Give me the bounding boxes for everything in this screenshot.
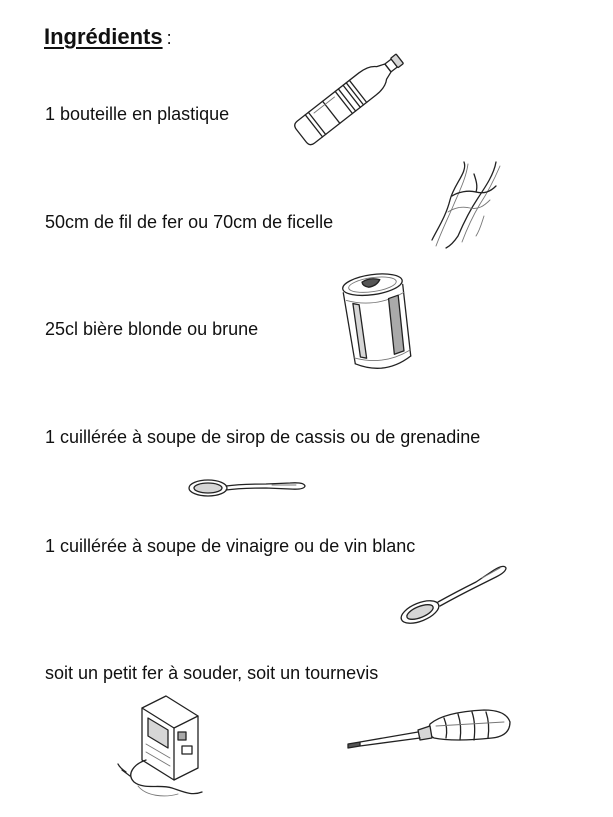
- page-title: [44, 24, 172, 51]
- soldering-iron-icon: [116, 688, 212, 802]
- title-colon: :: [166, 28, 172, 48]
- tablespoon-icon: [396, 560, 510, 628]
- plastic-bottle-icon: [296, 36, 422, 148]
- ingredient-syrup: 1 cuillérée à soupe de sirop de cassis ou de grenadine: [45, 427, 481, 447]
- ingredient-vinegar: 1 cuillérée à soupe de vinaigre ou de vin blanc: [45, 536, 416, 556]
- ingredient-bottle: 1 bouteille en plastique: [45, 104, 230, 124]
- wire-icon: [424, 156, 510, 252]
- ingredient-beer: 25cl bière blonde ou brune: [45, 319, 259, 339]
- ingredient-tool: soit un petit fer à souder, soit un tournevis: [45, 663, 379, 683]
- title-text: Ingrédients: [44, 24, 163, 49]
- screwdriver-icon: [344, 704, 514, 756]
- ingredient-wire: 50cm de fil de fer ou 70cm de ficelle: [45, 212, 334, 232]
- beer-can-icon: [334, 268, 426, 380]
- tablespoon-icon: [186, 474, 310, 502]
